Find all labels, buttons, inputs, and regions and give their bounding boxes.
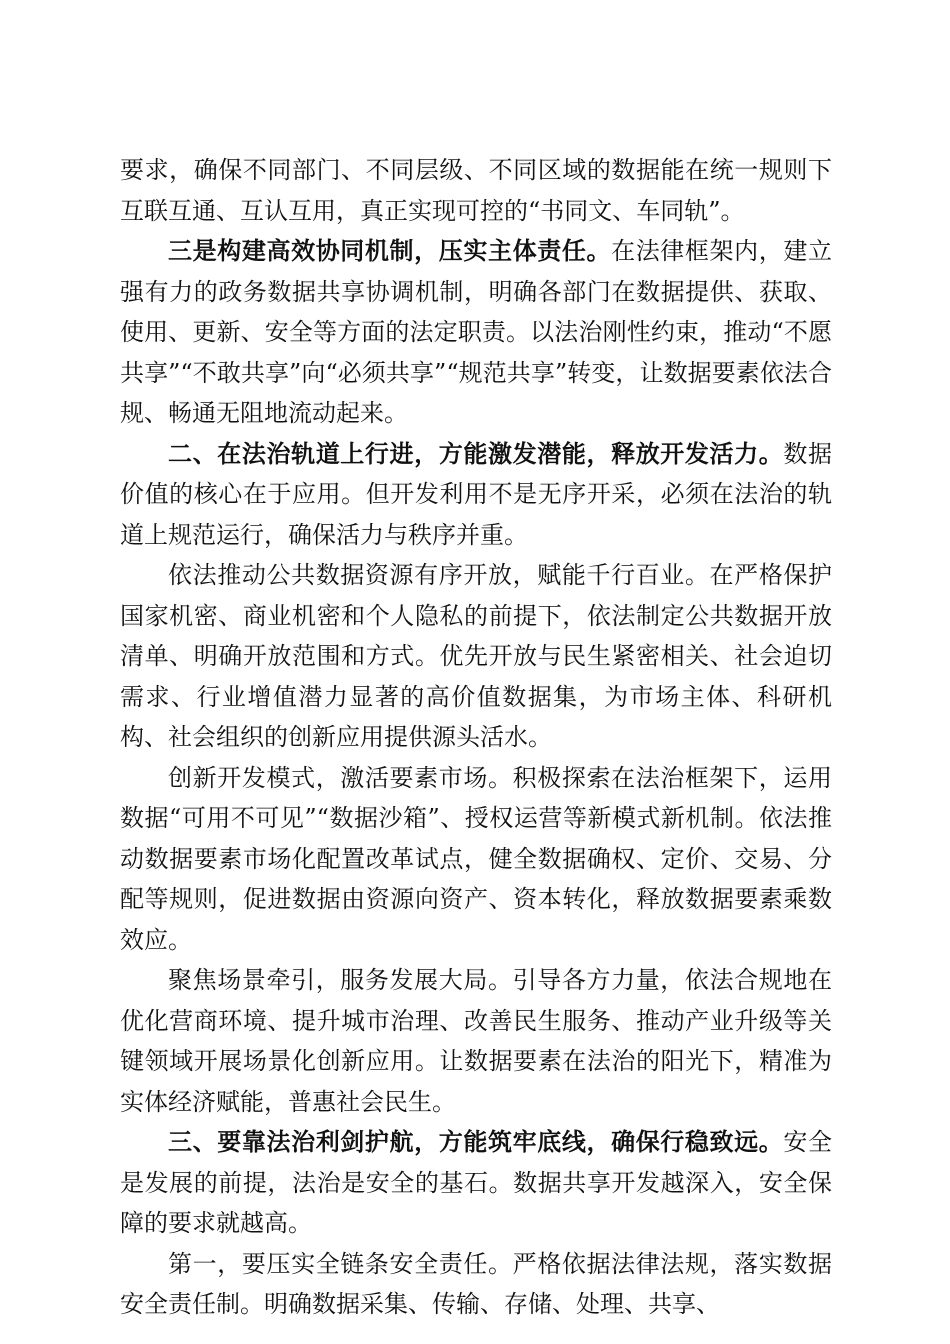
paragraph-5: 创新开发模式，激活要素市场。积极探索在法治框架下，运用数据“可用不可见”“数据沙箱”、授权运营等新模式新机制。依法推动数据要素市场化配置改革试点，健全数据确权、定价、交易、分配等规则，促进数据由资源向资产、资本转化，释放数据要素乘数效应。: [120, 763, 832, 954]
paragraph-1: 要求，确保不同部门、不同层级、不同区域的数据能在统一规则下互联互通、互认互用，真正实现可控的“书同文、车同轨”。: [120, 156, 832, 225]
section-3-intro: 安全是发展的前提，法治是安全的基石。数据共享开发越深入，安全保障的要求就越高。: [120, 1128, 833, 1237]
section-2-title: 二、在法治轨道上行进，方能激发潜能，释放开发活力。: [168, 439, 784, 468]
paragraph-2-body: 在法律框架内，建立强有力的政务数据共享协调机制，明确各部门在数据提供、获取、使用、更新、安全等方面的法定职责。以法治刚性约束，推动“不愿共享”“不敢共享”向“必须共享”“规范共享”转变，让数据要素依法合规、畅通无阻地流动起来。: [120, 237, 833, 427]
paragraph-6: 聚焦场景牵引，服务发展大局。引导各方力量，依法合规地在优化营商环境、提升城市治理、改善民生服务、推动产业升级等关键领域开展场景化创新应用。让数据要素在法治的阳光下，精准为实体经济赋能，普惠社会民生。: [120, 966, 832, 1116]
section-2-intro: 数据价值的核心在于应用。但开发利用不是无序开采，必须在法治的轨道上规范运行，确保活力与秩序并重。: [120, 439, 833, 549]
paragraph-2-heading: 三是构建高效协同机制，压实主体责任。: [168, 237, 612, 265]
paragraph-8: 第一，要压实全链条安全责任。严格依据法律法规，落实数据安全责任制。明确数据采集、传输、存储、处理、共享、: [120, 1249, 832, 1318]
paragraph-4: 依法推动公共数据资源有序开放，赋能千行百业。在严格保护国家机密、商业机密和个人隐私的前提下，依法制定公共数据开放清单、明确开放范围和方式。优先开放与民生紧密相关、社会迫切需求、行业增值潜力显著的高价值数据集，为市场主体、科研机构、社会组织的创新应用提供源头活水。: [120, 561, 832, 751]
section-3-title: 三、要靠法治利剑护航，方能筑牢底线，确保行稳致远。: [168, 1128, 784, 1156]
document-page: [120, 150, 832, 1325]
section-heading-3: [120, 1122, 832, 1244]
paragraph-2: [120, 231, 832, 434]
section-heading-2: [120, 434, 832, 556]
